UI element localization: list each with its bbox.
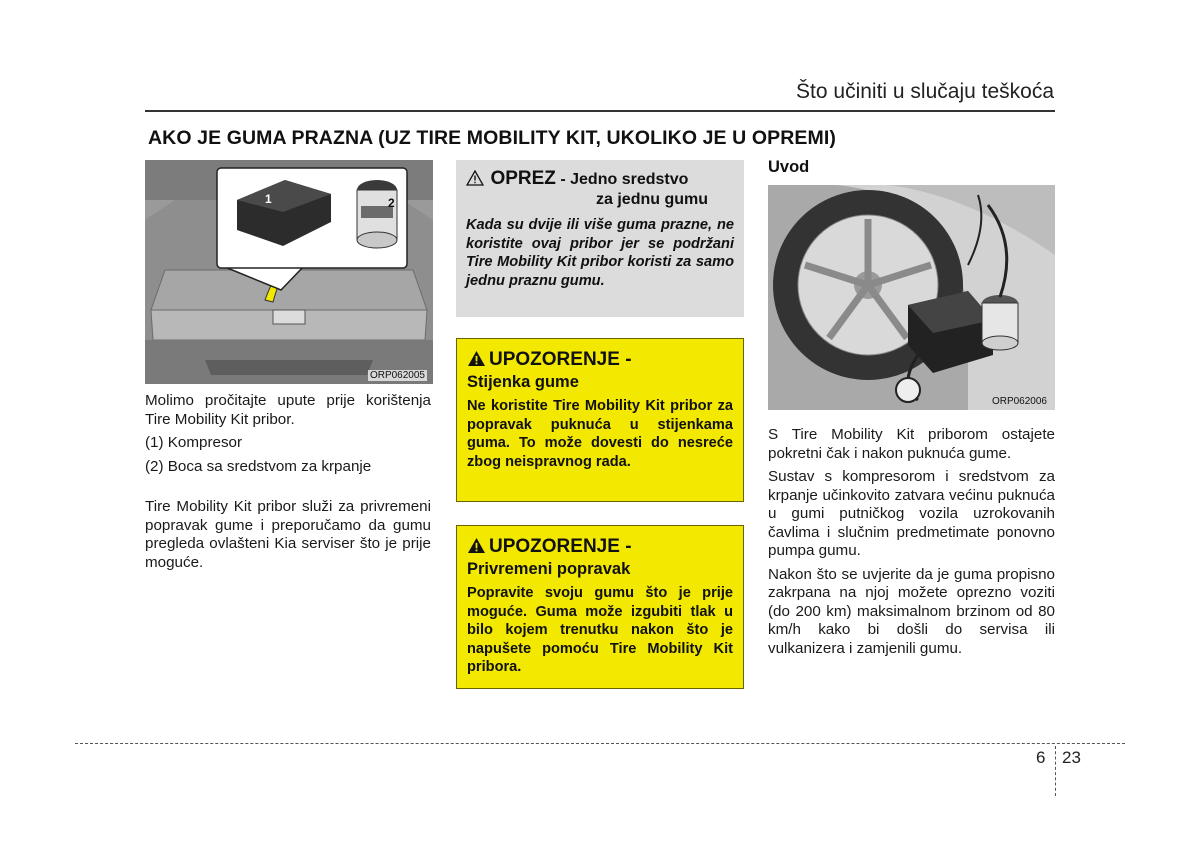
list-item: (2) Boca sa sredstvom za krpanje: [145, 457, 372, 475]
footer-rule: [75, 743, 1125, 744]
subheading-intro: Uvod: [768, 158, 810, 176]
warning-header: [467, 536, 632, 560]
figure-code: ORP062006: [991, 396, 1047, 407]
callout-1: 1: [265, 192, 272, 206]
left-column-text: [145, 392, 431, 577]
warning-triangle-icon: [467, 350, 489, 373]
caution-text: Kada su dvije ili više guma prazne, ne koristite ovaj pribor jer se podržani Tire Mobility Kit pribor koristi za samo jednu praznu gumu.: [466, 217, 734, 289]
warning-subtitle: Stijenka gume: [467, 373, 579, 391]
warning-word: UPOZORENJE -: [489, 349, 632, 370]
chapter-title: Što učiniti u slučaju teškoća: [796, 80, 1054, 103]
warning-text: Popravite svoju gumu što je prije moguće. Guma može izgubiti tlak u bilo kojem trenutku nakon što je napušete pomoću Tire Mobility Kit pribora.: [467, 585, 733, 676]
tire-kit-figure: [768, 185, 1055, 410]
tire-illustration: [768, 185, 1055, 410]
caution-box: [456, 160, 744, 317]
warning-box-sidewall: [456, 338, 744, 502]
figure-code: ORP062005: [369, 370, 425, 381]
warning-box-temporary-repair: [456, 525, 744, 689]
chapter-number: 6: [1036, 748, 1046, 767]
intro-paragraph: Molimo pročitajte upute prije korištenja Tire Mobility Kit pribor.: [145, 392, 431, 428]
kit-paragraph: Tire Mobility Kit pribor služi za privremeni popravak gume i preporučamo da gumu pregleda ovlašteni Kia serviser što je prije moguće.: [145, 498, 431, 571]
caution-subtitle-2: za jednu gumu: [596, 191, 708, 208]
caution-header: [466, 168, 738, 209]
list-item: (1) Kompresor: [145, 434, 243, 451]
right-column-text: [768, 426, 1055, 663]
section-title: AKO JE GUMA PRAZNA (UZ TIRE MOBILITY KIT, UKOLIKO JE U OPREMI): [148, 127, 836, 149]
warning-triangle-icon: [467, 537, 489, 560]
warning-header: [467, 349, 632, 373]
header-rule: [145, 110, 1055, 112]
callout-2: 2: [388, 196, 395, 210]
caution-word: OPREZ: [490, 168, 556, 189]
paragraph: Sustav s kompresorom i sredstvom za krpanje učinkovito zatvara većinu puknuća u gumi putničkog vozila uzrokovanih čavlima i slučnim predmetimate ponovno pumpa gumu.: [768, 468, 1055, 559]
cargo-kit-figure: [145, 160, 433, 384]
caution-subtitle: - Jedno sredstvo: [560, 171, 689, 188]
paragraph: Nakon što se uvjerite da je guma propisno zakrpana na njoj možete oprezno voziti (do 200 km) maksimalnom brzinom od 80 km/h kako bi došli do servisa ili vulkanizera i zamjenili gumu.: [768, 565, 1055, 657]
warning-text: Ne koristite Tire Mobility Kit pribor za popravak puknuća u stijenkama guma. To može dovesti do nesreće zbog neispravnog rada.: [467, 398, 733, 470]
footer-divider: [1055, 746, 1056, 796]
warning-subtitle: Privremeni popravak: [467, 560, 631, 578]
paragraph: S Tire Mobility Kit priborom ostajete pokretni čak i nakon puknuća gume.: [768, 426, 1055, 462]
warning-word: UPOZORENJE -: [489, 536, 632, 557]
page-number: 23: [1062, 748, 1081, 767]
cargo-illustration: [145, 160, 433, 384]
caution-triangle-icon: [466, 170, 486, 191]
